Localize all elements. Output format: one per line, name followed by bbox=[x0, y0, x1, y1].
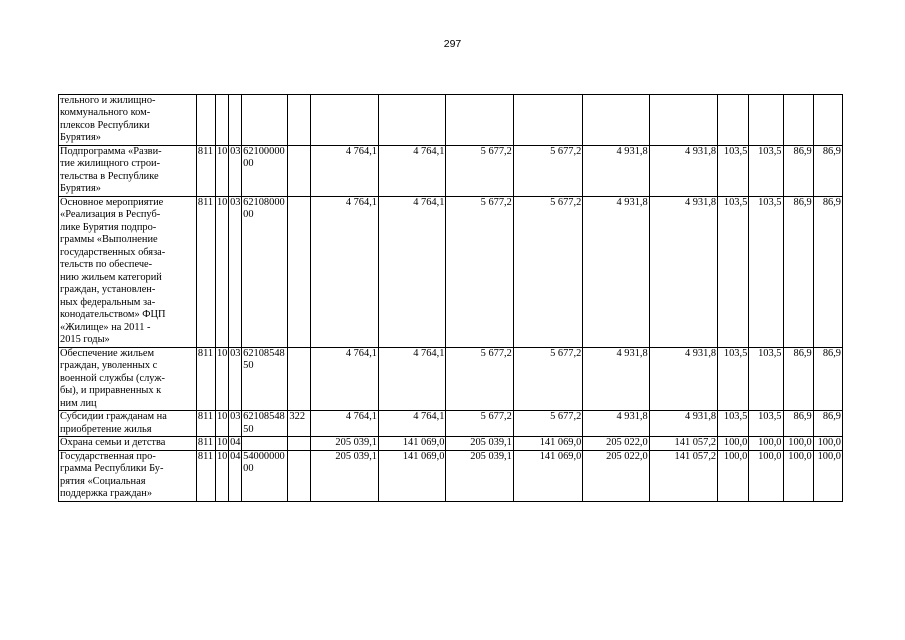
approved-amount-regional-cell bbox=[378, 95, 445, 146]
row-name-line: тие жилищного строи- bbox=[60, 158, 161, 170]
row-name-cell bbox=[59, 196, 197, 347]
row-name-line: Субсидии гражданам на bbox=[60, 411, 167, 423]
row-name-line: «Жилище» на 2011 - bbox=[60, 321, 151, 333]
approved-amount-regional-cell: 141 069,0 bbox=[378, 450, 445, 501]
row-name-line: плексов Республики bbox=[60, 119, 150, 131]
approved-amount-regional-cell: 141 069,0 bbox=[378, 437, 445, 450]
percent-approved-regional-cell: 100,0 bbox=[749, 437, 783, 450]
percent-approved-cell: 103,5 bbox=[718, 411, 749, 437]
subsection-code-cell: 03 bbox=[229, 347, 242, 410]
row-name-line: грамма Республики Бу- bbox=[60, 463, 164, 475]
approved-amount-cell: 205 039,1 bbox=[310, 450, 378, 501]
table-row bbox=[59, 450, 843, 501]
revised-amount-cell: 5 677,2 bbox=[446, 411, 513, 437]
approved-amount-cell: 4 764,1 bbox=[310, 145, 378, 196]
row-name-line: ных федеральным за- bbox=[60, 296, 156, 308]
table-row bbox=[59, 347, 843, 410]
percent-revised-cell: 86,9 bbox=[783, 145, 813, 196]
row-name-cell bbox=[59, 411, 197, 437]
section-code-cell: 10 bbox=[215, 196, 228, 347]
percent-revised-regional-cell bbox=[813, 95, 842, 146]
revised-amount-regional-cell: 141 069,0 bbox=[513, 450, 582, 501]
expense-type-cell bbox=[288, 450, 310, 501]
grbs-code-cell: 811 bbox=[196, 347, 215, 410]
revised-amount-cell: 5 677,2 bbox=[446, 145, 513, 196]
grbs-code-cell: 811 bbox=[196, 437, 215, 450]
approved-amount-cell: 4 764,1 bbox=[310, 347, 378, 410]
target-article-cell: 6210800000 bbox=[242, 196, 288, 347]
percent-revised-cell bbox=[783, 95, 813, 146]
revised-amount-cell: 205 039,1 bbox=[446, 450, 513, 501]
approved-amount-cell: 4 764,1 bbox=[310, 196, 378, 347]
percent-approved-regional-cell: 100,0 bbox=[749, 450, 783, 501]
percent-revised-regional-cell: 86,9 bbox=[813, 347, 842, 410]
row-name-cell bbox=[59, 437, 197, 450]
subsection-code-cell: 03 bbox=[229, 411, 242, 437]
percent-approved-cell: 103,5 bbox=[718, 196, 749, 347]
executed-amount-regional-cell: 141 057,2 bbox=[649, 450, 717, 501]
approved-amount-regional-cell: 4 764,1 bbox=[378, 411, 445, 437]
expense-type-cell bbox=[288, 95, 310, 146]
row-name-line: Государственная про- bbox=[60, 450, 156, 462]
section-code-cell: 10 bbox=[215, 450, 228, 501]
page-number: 297 bbox=[443, 38, 462, 50]
approved-amount-cell: 205 039,1 bbox=[310, 437, 378, 450]
section-code-cell bbox=[215, 95, 228, 146]
row-name-line: граждан, уволенных с bbox=[60, 360, 158, 372]
executed-amount-cell: 205 022,0 bbox=[583, 437, 649, 450]
subsection-code-cell: 03 bbox=[229, 196, 242, 347]
executed-amount-regional-cell: 4 931,8 bbox=[649, 196, 717, 347]
target-article-cell: 6210000000 bbox=[242, 145, 288, 196]
executed-amount-regional-cell bbox=[649, 95, 717, 146]
percent-approved-cell bbox=[718, 95, 749, 146]
target-article-cell: 5400000000 bbox=[242, 450, 288, 501]
executed-amount-cell: 205 022,0 bbox=[583, 450, 649, 501]
executed-amount-cell bbox=[583, 95, 649, 146]
revised-amount-regional-cell: 5 677,2 bbox=[513, 196, 582, 347]
percent-approved-cell: 103,5 bbox=[718, 145, 749, 196]
row-name-line: Бурятия» bbox=[60, 132, 101, 144]
executed-amount-regional-cell: 4 931,8 bbox=[649, 347, 717, 410]
expense-type-cell bbox=[288, 145, 310, 196]
row-name-line: государственных обяза- bbox=[60, 246, 166, 258]
expense-type-cell bbox=[288, 196, 310, 347]
percent-approved-cell: 100,0 bbox=[718, 450, 749, 501]
subsection-code-cell: 04 bbox=[229, 450, 242, 501]
executed-amount-cell: 4 931,8 bbox=[583, 145, 649, 196]
percent-revised-regional-cell: 100,0 bbox=[813, 437, 842, 450]
approved-amount-regional-cell: 4 764,1 bbox=[378, 347, 445, 410]
grbs-code-cell: 811 bbox=[196, 450, 215, 501]
approved-amount-regional-cell: 4 764,1 bbox=[378, 196, 445, 347]
row-name-line: «Реализация в Респуб- bbox=[60, 209, 161, 221]
expense-type-cell: 322 bbox=[288, 411, 310, 437]
section-code-cell: 10 bbox=[216, 437, 228, 449]
percent-revised-cell: 86,9 bbox=[783, 411, 813, 437]
row-name-line: лике Бурятия подпро- bbox=[60, 221, 157, 233]
row-name-line: тельств по обеспече- bbox=[60, 259, 153, 271]
revised-amount-cell bbox=[446, 95, 513, 146]
row-name-cell bbox=[59, 347, 197, 410]
target-article-cell: 6210854850 bbox=[242, 347, 288, 410]
percent-revised-regional-cell: 86,9 bbox=[813, 145, 842, 196]
row-name-line: военной службы (служ- bbox=[60, 372, 165, 384]
row-name-line: Основное мероприятие bbox=[60, 196, 164, 208]
table-row bbox=[59, 145, 843, 196]
row-name-line: тельного и жилищно- bbox=[60, 95, 156, 106]
section-code-cell: 10 bbox=[215, 411, 228, 437]
executed-amount-regional-cell: 4 931,8 bbox=[649, 411, 717, 437]
subsection-code-cell: 04 bbox=[230, 437, 241, 449]
revised-amount-regional-cell: 141 069,0 bbox=[513, 437, 582, 450]
table-row bbox=[59, 95, 843, 146]
row-name-line: граждан, установлен- bbox=[60, 284, 156, 296]
row-name-line: коммунального ком- bbox=[60, 107, 151, 119]
revised-amount-cell: 5 677,2 bbox=[446, 196, 513, 347]
subsection-code-cell bbox=[229, 95, 242, 146]
percent-approved-regional-cell: 103,5 bbox=[749, 145, 783, 196]
executed-amount-regional-cell: 141 057,2 bbox=[649, 437, 717, 450]
revised-amount-regional-cell bbox=[513, 95, 582, 146]
row-name-line: Обеспечение жильем bbox=[60, 347, 155, 359]
revised-amount-regional-cell: 5 677,2 bbox=[513, 347, 582, 410]
target-article-cell: 6210854850 bbox=[242, 411, 288, 437]
approved-amount-cell: 4 764,1 bbox=[310, 411, 378, 437]
executed-amount-cell: 4 931,8 bbox=[583, 196, 649, 347]
grbs-code-cell: 811 bbox=[196, 411, 215, 437]
executed-amount-cell: 4 931,8 bbox=[583, 411, 649, 437]
target-article-cell bbox=[242, 95, 288, 146]
budget-table bbox=[58, 94, 843, 502]
percent-revised-cell: 100,0 bbox=[783, 450, 813, 501]
row-name-line: 2015 годы» bbox=[60, 334, 110, 346]
percent-revised-cell: 86,9 bbox=[783, 196, 813, 347]
approved-amount-regional-cell: 4 764,1 bbox=[378, 145, 445, 196]
revised-amount-cell: 205 039,1 bbox=[446, 437, 513, 450]
row-name-line: Подпрограмма «Разви- bbox=[60, 145, 162, 157]
executed-amount-regional-cell: 4 931,8 bbox=[649, 145, 717, 196]
grbs-code-cell: 811 bbox=[196, 196, 215, 347]
percent-revised-regional-cell: 86,9 bbox=[813, 196, 842, 347]
grbs-code-cell bbox=[196, 95, 215, 146]
revised-amount-regional-cell: 5 677,2 bbox=[513, 145, 582, 196]
row-name-line: поддержка граждан» bbox=[60, 488, 153, 500]
subsection-code-cell: 03 bbox=[229, 145, 242, 196]
row-name-cell bbox=[59, 450, 197, 501]
revised-amount-cell: 5 677,2 bbox=[446, 347, 513, 410]
percent-approved-cell: 103,5 bbox=[718, 347, 749, 410]
percent-approved-regional-cell bbox=[749, 95, 783, 146]
approved-amount-cell bbox=[310, 95, 378, 146]
executed-amount-cell: 4 931,8 bbox=[583, 347, 649, 410]
percent-revised-cell: 100,0 bbox=[783, 437, 813, 450]
percent-approved-regional-cell: 103,5 bbox=[749, 411, 783, 437]
section-code-cell: 10 bbox=[215, 145, 228, 196]
target-article-cell bbox=[242, 437, 288, 450]
grbs-code-cell: 811 bbox=[196, 145, 215, 196]
row-name-cell bbox=[59, 145, 197, 196]
row-name-line: ним лиц bbox=[60, 397, 97, 409]
percent-approved-regional-cell: 103,5 bbox=[749, 347, 783, 410]
expense-type-cell bbox=[288, 437, 310, 450]
row-name-cell bbox=[59, 95, 197, 146]
row-name-line: бы), и приравненных к bbox=[60, 385, 162, 397]
row-name-line: Бурятия» bbox=[60, 183, 101, 195]
table-row bbox=[59, 411, 843, 437]
row-name-line: тельства в Республике bbox=[60, 170, 159, 182]
percent-revised-regional-cell: 86,9 bbox=[813, 411, 842, 437]
row-name-line: приобретение жилья bbox=[60, 423, 152, 435]
percent-approved-regional-cell: 103,5 bbox=[749, 196, 783, 347]
percent-revised-regional-cell: 100,0 bbox=[813, 450, 842, 501]
expense-type-cell bbox=[288, 347, 310, 410]
row-name-line: конодательством» ФЦП bbox=[60, 309, 166, 321]
row-name-line: Охрана семьи и детства bbox=[60, 437, 166, 449]
row-name-line: рятия «Социальная bbox=[60, 475, 146, 487]
table-row bbox=[59, 196, 843, 347]
revised-amount-regional-cell: 5 677,2 bbox=[513, 411, 582, 437]
percent-revised-cell: 86,9 bbox=[783, 347, 813, 410]
percent-approved-cell: 100,0 bbox=[718, 437, 749, 450]
section-code-cell: 10 bbox=[215, 347, 228, 410]
row-name-line: граммы «Выполнение bbox=[60, 234, 158, 246]
table-row bbox=[59, 437, 843, 450]
row-name-line: нию жильем категорий bbox=[60, 271, 162, 283]
